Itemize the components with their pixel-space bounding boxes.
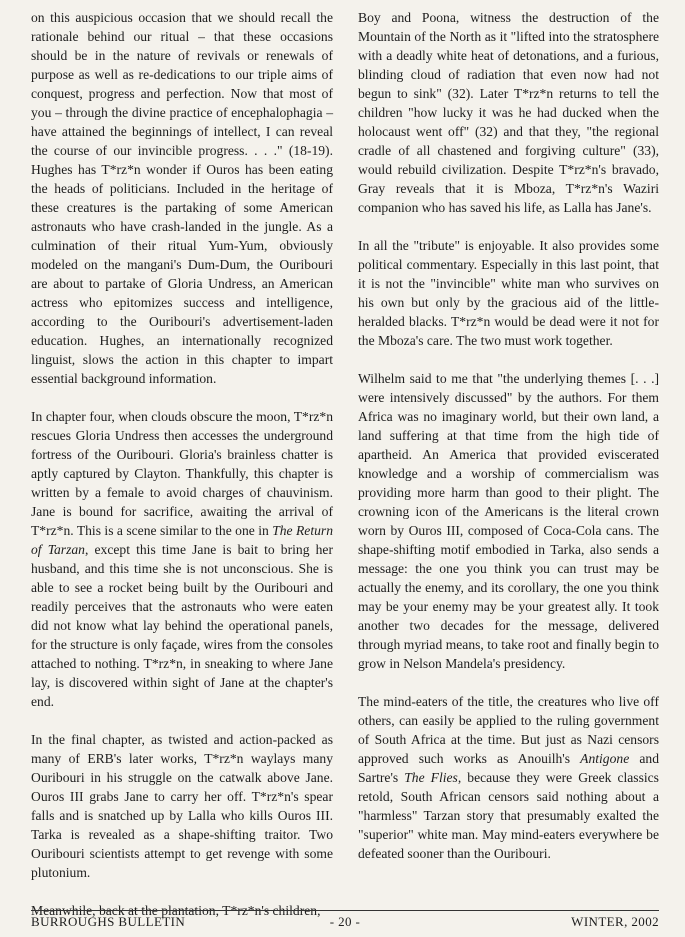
footer-rule [31,910,659,911]
footer-page-number: - 20 - [329,914,361,929]
right-paragraph-2: In all the "tribute" is enjoyable. It also provides some political commentary. Especially in this last point, that it is not the "invincible" white man who survives on his own but only by the gracious aid of the little-heralded blacks. T*rz*n would be dead were it not for the Mboza's care. The two must work together. [358,238,659,348]
right-paragraph-4-text-a: The mind-eaters of the title, the creatures who live off others, can easily be applied to the ruling government of South Africa at the time. But just as Nazi censors approved such works as Anouilh's [358,694,659,766]
footer-issue: WINTER, 2002 [571,914,659,929]
left-paragraph-1: on this auspicious occasion that we should recall the rationale behind our ritual – that these occasions should be in the nature of revivals or renewals of purpose as well as re-dedications to our triple aims of conquest, progress and perfection. Now that most of you – through the divine practice of encephalophagia – have attained the beginnings of intellect, I can reveal the course of our invincible progress. . . ." (18-19). Hughes has T*rz*n wonder if Ouros has been eating the heads of politicians. Included in the heritage of these creatures is the partaking of some American astronauts who have crash-landed in the jungle. As a culmination of their ritual Yum-Yum, obviously modeled on the mangani's Dum-Dum, the Ouribouri are about to partake of Gloria Undress, an American actress who epitomizes success and intelligence, according to the Ouribouri's advertisement-laden education. Hughes, an internationally recognized linguist, slows the action in this chapter to impart essential background information. [31,10,333,386]
left-column [31,8,333,920]
play-title-the-flies: The Flies [404,770,458,785]
right-paragraph-4 [358,692,659,863]
right-paragraph-4-text-b: and Sartre's [358,751,659,785]
book-title-return-of-tarzan: The Return of Tarzan [31,523,333,557]
right-paragraph-3: Wilhelm said to me that "the underlying themes [. . .] were intensively discussed" by the authors. For them Africa was no imaginary world, but their own land, a land suffering at that time from the high tide of apartheid. An America that provided eviscerated knowledge and a worship of commercialism was providing more harm than good to their plight. The crowning icon of the Americans is the literal crown worn by Ouros III, composed of Coca-Cola cans. The shape-shifting motif embodied in Tarka, also sends a message: the one you think you can trust may be actually the enemy, and its corollary, the one you think may be your enemy may be your greatest ally. It took another two decades for the message, delivered through myriad means, to take root and finally begin to grow in Nelson Mandela's presidency. [358,371,659,671]
left-paragraph-2-text-a: In chapter four, when clouds obscure the moon, T*rz*n rescues Gloria Undress then accesses the underground fortress of the Ouribouri. Gloria's brainless chatter is aptly captured by Clayton. Thankfully, this chapter is written by a female to avoid charges of chauvinism. Jane is bound for sacrifice, awaiting the arrival of T*rz*n. This is a scene similar to the one in [31,409,333,538]
footer-publication: BURROUGHS BULLETIN [31,914,186,929]
left-paragraph-3: In the final chapter, as twisted and action-packed as many of ERB's later works, T*rz*n waylays many Ouribouri in his struggle on the catwalk above Jane. Ouros III grabs Jane to carry her off. T*rz*n's spear falls and is snatched up by Lalla who kills Ouros III. Tarka is revealed as a shape-shifting traitor. Two Ouribouri scientists attempt to get revenge with some plutonium. [31,732,333,880]
left-paragraph-2 [31,407,333,711]
play-title-antigone: Antigone [580,751,630,766]
left-paragraph-2-text-b: , except this time Jane is bait to bring her husband, and this time she is not unconscious. She is able to see a rocket being built by the Ouribouri and readily perceives that the astronauts who were eaten did not know what lay behind the operational panels, for the structure is only façade, wires from the consoles attached to nothing. T*rz*n, in sneaking to where Jane lay, is discovered within sight of Jane at the chapter's end. [31,542,333,709]
right-column [358,8,659,863]
right-paragraph-4-text-c: , because they were Greek classics retold, South African censors said nothing about a "harmless" Tarzan story that presumably exalted the "superior" white man. May mind-eaters everywhere be defeated sooner than the Ouribouri. [358,770,659,861]
left-paragraph-4: Meanwhile, back at the plantation, T*rz*n's children, [31,903,321,918]
right-paragraph-1: Boy and Poona, witness the destruction of the Mountain of the North as it "lifted into the stratosphere with a deadly white heat of detonations, and a furious, blinding cloud of radiation that even now had not begun to sink" (32). Later T*rz*n returns to tell the children "how lucky it was he had ducked when the holocaust went off" (32) and that they, "the regional cradle of all chastened and forgiving culture" (33), would rebuild civilization. Despite T*rz*n's bravado, Gray reveals that it is Mboza, T*rz*n's Waziri companion who has saved his life, as Lalla has Jane's. [358,10,659,215]
